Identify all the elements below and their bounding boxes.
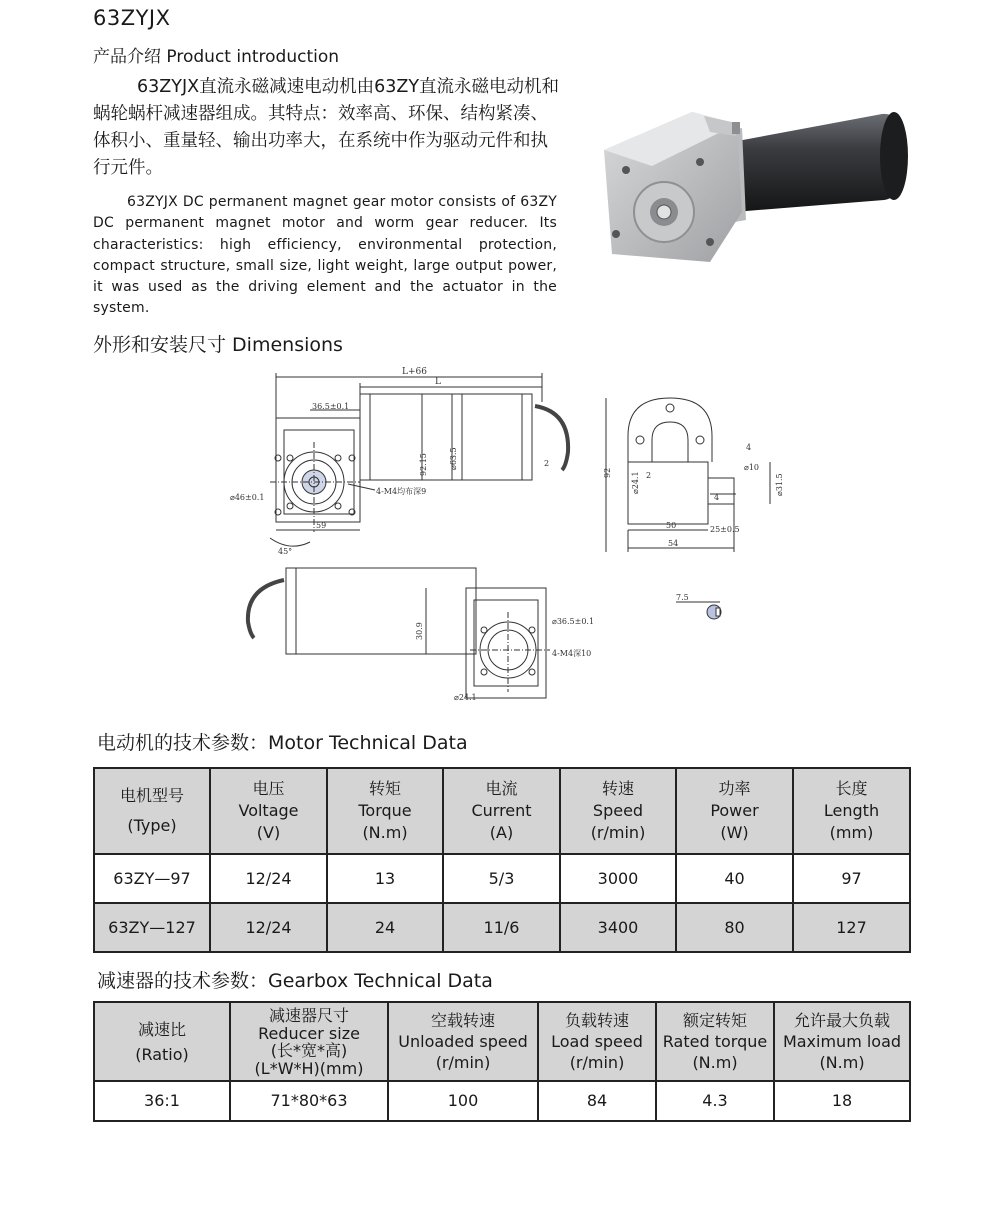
gearbox-data-heading: 减速器的技术参数：Gearbox Technical Data	[97, 970, 493, 992]
gearbox-technical-table	[93, 1001, 911, 1122]
label-365: 36.5±0.1	[312, 402, 350, 411]
header-cell: 空载转速 Unloaded speed (r/min)	[388, 1002, 538, 1081]
table-cell: 12/24	[210, 903, 327, 952]
table-cell: 18	[774, 1081, 910, 1121]
header-cell: 功率 Power (W)	[676, 768, 793, 854]
label-2a: 2	[544, 459, 550, 468]
product-model-title: 63ZYJX	[93, 6, 171, 30]
label-m4b: 4-M4深10	[552, 649, 592, 658]
header-cell: 额定转矩 Rated torque (N.m)	[656, 1002, 774, 1081]
table-cell: 3000	[560, 854, 676, 903]
label-45: 45°	[278, 547, 293, 556]
product-intro-heading: 产品介绍 Product introduction	[93, 47, 340, 67]
label-92: 92	[603, 467, 612, 478]
header-cell: 长度 Length (mm)	[793, 768, 910, 854]
table-cell: 5/3	[443, 854, 560, 903]
table-cell: 24	[327, 903, 443, 952]
header-cell: 电压 Voltage (V)	[210, 768, 327, 854]
table-cell: 80	[676, 903, 793, 952]
dimension-drawing	[230, 362, 790, 712]
label-l66: L+66	[402, 367, 427, 377]
label-635: ⌀63.5	[449, 447, 458, 470]
table-cell: 13	[327, 854, 443, 903]
table-cell: 63ZY—97	[94, 854, 210, 903]
label-50: 50	[666, 521, 677, 530]
table-header-row	[94, 768, 910, 854]
table-cell: 36:1	[94, 1081, 230, 1121]
label-59: 59	[316, 521, 327, 530]
label-l: L	[435, 377, 441, 387]
label-365b: ⌀36.5±0.1	[552, 617, 595, 626]
label-315: ⌀31.5	[775, 473, 784, 496]
motor-data-heading: 电动机的技术参数：Motor Technical Data	[97, 732, 468, 754]
table-cell: 40	[676, 854, 793, 903]
label-10: ⌀10	[744, 463, 759, 472]
table-cell: 4.3	[656, 1081, 774, 1121]
dimensions-heading: 外形和安装尺寸 Dimensions	[93, 334, 343, 356]
header-cell: 允许最大负载 Maximum load (N.m)	[774, 1002, 910, 1081]
header-cell: 转速 Speed (r/min)	[560, 768, 676, 854]
label-9215: 92.15	[419, 453, 428, 476]
bottom-view	[248, 568, 594, 702]
header-cell: 电机型号 (Type)	[94, 768, 210, 854]
header-cell: 减速比 (Ratio)	[94, 1002, 230, 1081]
table-cell: 11/6	[443, 903, 560, 952]
table-cell: 97	[793, 854, 910, 903]
intro-english-paragraph: 63ZYJX DC permanent magnet gear motor consists of 63ZY DC permanent magnet motor and worm gear reducer. Its characteristics: high efficiency, environmental protection, compact structure, small size, light weight, large output power, it was used as the driving element and the actuator in the system.	[93, 194, 557, 317]
table-cell: 84	[538, 1081, 656, 1121]
motor-body	[732, 114, 906, 212]
label-4b: 4	[714, 493, 720, 502]
label-241b: ⌀24.1	[454, 693, 477, 702]
label-25: 25±0.5	[710, 525, 740, 534]
motor-technical-table	[93, 767, 911, 953]
label-4a: 4	[746, 443, 752, 452]
side-view	[603, 398, 784, 552]
front-view	[230, 367, 568, 556]
label-241: ⌀24.1	[631, 471, 640, 494]
table-cell: 3400	[560, 903, 676, 952]
table-row	[94, 903, 910, 952]
label-54: 54	[668, 539, 679, 548]
table-cell: 63ZY—127	[94, 903, 210, 952]
table-cell: 127	[793, 903, 910, 952]
label-2b: 2	[646, 471, 652, 480]
product-photo	[592, 92, 922, 274]
table-cell: 12/24	[210, 854, 327, 903]
label-46: ⌀46±0.1	[230, 493, 265, 502]
label-75: 7.5	[676, 593, 689, 602]
intro-chinese-paragraph: 63ZYJX直流永磁减速电动机由63ZY直流永磁电动机和蜗轮蜗杆减速器组成。其特点：效率高、环保、结构紧凑、体积小、重量轻、输出功率大，在系统中作为驱动元件和执行元件。	[93, 77, 560, 178]
table-cell: 100	[388, 1081, 538, 1121]
table-cell: 71*80*63	[230, 1081, 388, 1121]
table-row	[94, 854, 910, 903]
header-cell: 转矩 Torque (N.m)	[327, 768, 443, 854]
header-cell: 负载转速 Load speed (r/min)	[538, 1002, 656, 1081]
header-cell: 电流 Current (A)	[443, 768, 560, 854]
label-m4a: 4-M4均布深9	[376, 487, 427, 496]
shaft-section	[676, 593, 721, 619]
table-header-row	[94, 1002, 910, 1081]
label-309: 30.9	[415, 622, 424, 640]
header-cell: 减速器尺寸 Reducer size (长*宽*高) (L*W*H)(mm)	[230, 1002, 388, 1081]
table-row	[94, 1081, 910, 1121]
